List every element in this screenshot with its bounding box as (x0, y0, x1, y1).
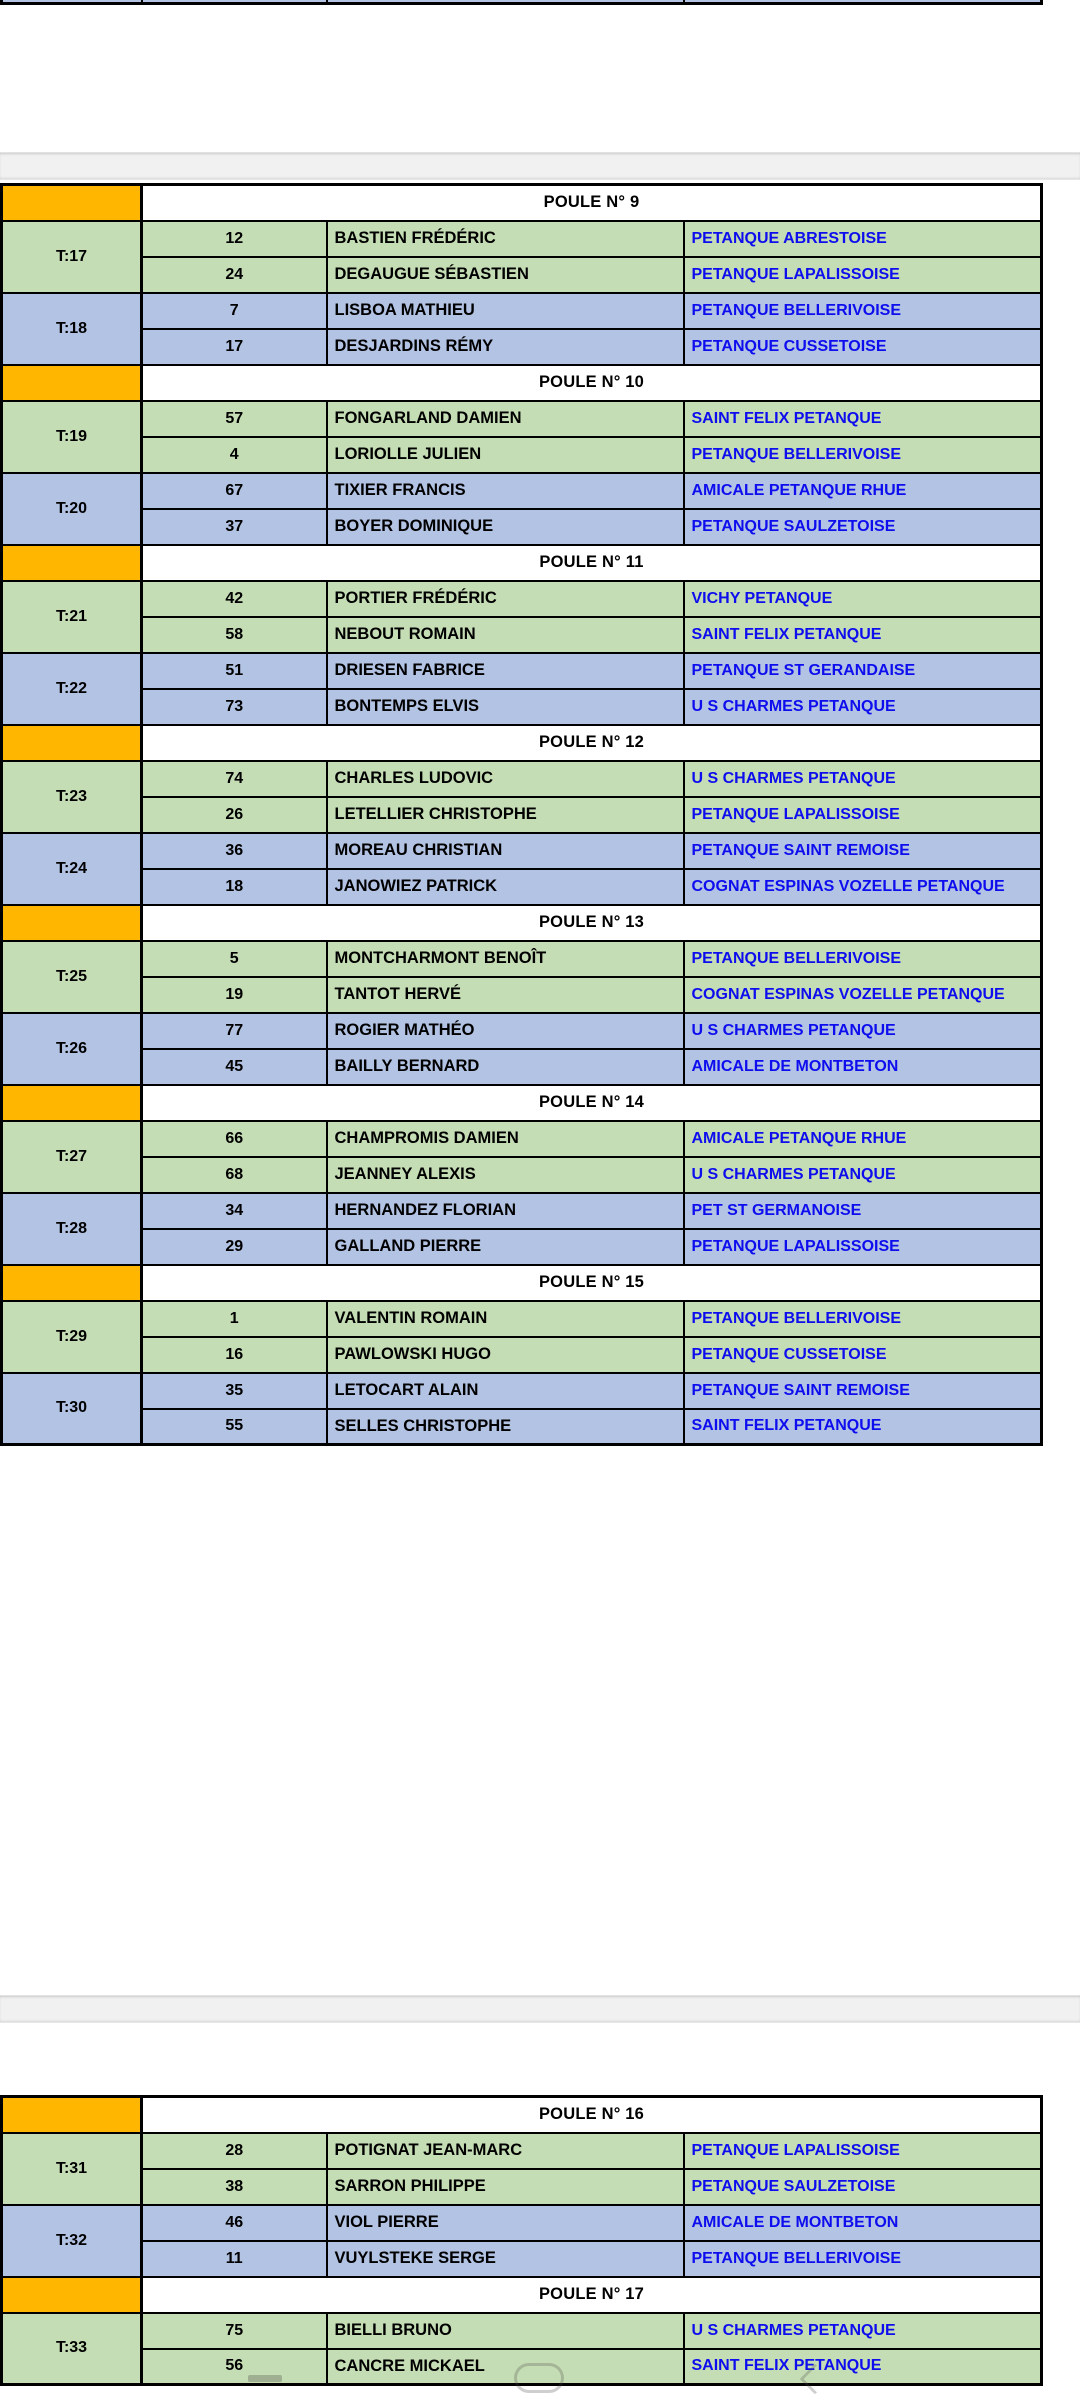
number-cell: 4 (142, 437, 327, 473)
poule-color-tab (2, 545, 142, 581)
terrain-cell: T:30 (2, 1373, 142, 1445)
table-row (2, 2133, 1042, 2169)
club-cell: COGNAT ESPINAS VOZELLE PETANQUE (684, 869, 1042, 905)
player-cell: GALLAND PIERRE (327, 1229, 684, 1265)
club-cell: U S CHARMES PETANQUE (684, 1013, 1042, 1049)
club-cell: PETANQUE LAPALISSOISE (684, 797, 1042, 833)
player-cell: VIOL PIERRE (327, 2205, 684, 2241)
player-cell (327, 0, 684, 4)
terrain-cell: T:28 (2, 1193, 142, 1265)
number-cell: 1 (142, 1301, 327, 1337)
table-row (2, 437, 1042, 473)
table-row (2, 2241, 1042, 2277)
player-cell: MONTCHARMONT BENOÎT (327, 941, 684, 977)
poule-header-row (2, 2097, 1042, 2133)
terrain-cell: T:17 (2, 221, 142, 293)
table-row (2, 761, 1042, 797)
club-cell: SAINT FELIX PETANQUE (684, 401, 1042, 437)
club-cell: AMICALE DE MONTBETON (684, 1049, 1042, 1085)
terrain-cell: T:26 (2, 1013, 142, 1085)
terrain-cell: T:21 (2, 581, 142, 653)
table-row (2, 1301, 1042, 1337)
player-cell: CHAMPROMIS DAMIEN (327, 1121, 684, 1157)
poule-header-row (2, 2277, 1042, 2313)
player-cell: SARRON PHILIPPE (327, 2169, 684, 2205)
number-cell: 51 (142, 653, 327, 689)
table-row (2, 293, 1042, 329)
player-cell: FONGARLAND DAMIEN (327, 401, 684, 437)
table-row (2, 833, 1042, 869)
terrain-cell: T:27 (2, 1121, 142, 1193)
player-cell: POTIGNAT JEAN-MARC (327, 2133, 684, 2169)
club-cell: PETANQUE ABRESTOISE (684, 221, 1042, 257)
player-cell: PORTIER FRÉDÉRIC (327, 581, 684, 617)
terrain-cell: T:25 (2, 941, 142, 1013)
player-cell: SELLES CHRISTOPHE (327, 1409, 684, 1445)
table-row (2, 1409, 1042, 1445)
number-cell: 42 (142, 581, 327, 617)
table-row (2, 473, 1042, 509)
terrain-cell: T:31 (2, 2133, 142, 2205)
table-row (2, 1013, 1042, 1049)
terrain-cell: T:32 (2, 2205, 142, 2277)
poule-title: POULE N° 11 (142, 545, 1042, 581)
number-cell: 26 (142, 797, 327, 833)
club-cell: SAINT FELIX PETANQUE (684, 1409, 1042, 1445)
pdf-page-current (0, 180, 1080, 1995)
number-cell (142, 0, 327, 4)
table-row (2, 797, 1042, 833)
poule-header-row (2, 725, 1042, 761)
number-cell: 68 (142, 1157, 327, 1193)
player-cell: DRIESEN FABRICE (327, 653, 684, 689)
club-cell: PETANQUE SAULZETOISE (684, 509, 1042, 545)
terrain-cell: T:33 (2, 2313, 142, 2385)
player-cell: PAWLOWSKI HUGO (327, 1337, 684, 1373)
player-cell: BIELLI BRUNO (327, 2313, 684, 2349)
poule-title: POULE N° 12 (142, 725, 1042, 761)
page-separator-top (0, 152, 1080, 180)
player-cell: DEGAUGUE SÉBASTIEN (327, 257, 684, 293)
club-cell: PETANQUE LAPALISSOISE (684, 2133, 1042, 2169)
table-row (2, 2205, 1042, 2241)
pdf-page-next (0, 2023, 1080, 2400)
table-row (2, 1337, 1042, 1373)
club-cell (684, 0, 1042, 4)
club-cell: PETANQUE SAULZETOISE (684, 2169, 1042, 2205)
number-cell: 75 (142, 2313, 327, 2349)
player-cell: ROGIER MATHÉO (327, 1013, 684, 1049)
pdf-page-previous (0, 0, 1080, 152)
table-row (2, 509, 1042, 545)
terrain-cell: T:29 (2, 1301, 142, 1373)
number-cell: 57 (142, 401, 327, 437)
table-row (2, 2349, 1042, 2385)
player-cell: LORIOLLE JULIEN (327, 437, 684, 473)
number-cell: 46 (142, 2205, 327, 2241)
terrain-cell: T:22 (2, 653, 142, 725)
number-cell: 16 (142, 1337, 327, 1373)
number-cell: 38 (142, 2169, 327, 2205)
page-separator-bottom (0, 1995, 1080, 2023)
player-cell: TANTOT HERVÉ (327, 977, 684, 1013)
player-cell: JEANNEY ALEXIS (327, 1157, 684, 1193)
poule-title: POULE N° 10 (142, 365, 1042, 401)
number-cell: 35 (142, 1373, 327, 1409)
table-row (2, 869, 1042, 905)
table-row (2, 689, 1042, 725)
table-row (2, 0, 1042, 4)
player-cell: LISBOA MATHIEU (327, 293, 684, 329)
terrain-cell: T:23 (2, 761, 142, 833)
player-cell: BONTEMPS ELVIS (327, 689, 684, 725)
club-cell: AMICALE DE MONTBETON (684, 2205, 1042, 2241)
poule-color-tab (2, 2097, 142, 2133)
club-cell: PETANQUE SAINT REMOISE (684, 1373, 1042, 1409)
number-cell: 55 (142, 1409, 327, 1445)
player-cell: BOYER DOMINIQUE (327, 509, 684, 545)
player-cell: HERNANDEZ FLORIAN (327, 1193, 684, 1229)
table-row (2, 617, 1042, 653)
poule-header-row (2, 545, 1042, 581)
poule-header-row (2, 365, 1042, 401)
poule-title: POULE N° 15 (142, 1265, 1042, 1301)
club-cell: U S CHARMES PETANQUE (684, 2313, 1042, 2349)
table-row (2, 2169, 1042, 2205)
club-cell: PETANQUE SAINT REMOISE (684, 833, 1042, 869)
number-cell: 34 (142, 1193, 327, 1229)
club-cell: PET ST GERMANOISE (684, 1193, 1042, 1229)
club-cell: PETANQUE CUSSETOISE (684, 329, 1042, 365)
number-cell: 28 (142, 2133, 327, 2169)
club-cell: U S CHARMES PETANQUE (684, 689, 1042, 725)
poule-table-page-current (0, 183, 1043, 1446)
table-row (2, 1049, 1042, 1085)
club-cell: U S CHARMES PETANQUE (684, 1157, 1042, 1193)
player-cell: LETELLIER CHRISTOPHE (327, 797, 684, 833)
table-row (2, 257, 1042, 293)
player-cell: MOREAU CHRISTIAN (327, 833, 684, 869)
number-cell: 56 (142, 2349, 327, 2385)
poule-title: POULE N° 16 (142, 2097, 1042, 2133)
number-cell: 24 (142, 257, 327, 293)
table-row (2, 401, 1042, 437)
poule-title: POULE N° 17 (142, 2277, 1042, 2313)
number-cell: 73 (142, 689, 327, 725)
table-row (2, 581, 1042, 617)
player-cell: BAILLY BERNARD (327, 1049, 684, 1085)
player-cell: DESJARDINS RÉMY (327, 329, 684, 365)
table-row (2, 1193, 1042, 1229)
club-cell: PETANQUE LAPALISSOISE (684, 1229, 1042, 1265)
club-cell: SAINT FELIX PETANQUE (684, 2349, 1042, 2385)
table-row (2, 2313, 1042, 2349)
terrain-cell: T:18 (2, 293, 142, 365)
table-row (2, 1229, 1042, 1265)
table-row (2, 977, 1042, 1013)
table-row (2, 1373, 1042, 1409)
poule-color-tab (2, 905, 142, 941)
player-cell: BASTIEN FRÉDÉRIC (327, 221, 684, 257)
number-cell: 74 (142, 761, 327, 797)
number-cell: 17 (142, 329, 327, 365)
number-cell: 58 (142, 617, 327, 653)
poule-header-row (2, 185, 1042, 221)
number-cell: 11 (142, 2241, 327, 2277)
number-cell: 66 (142, 1121, 327, 1157)
number-cell: 37 (142, 509, 327, 545)
player-cell: JANOWIEZ PATRICK (327, 869, 684, 905)
table-row (2, 329, 1042, 365)
club-cell: PETANQUE BELLERIVOISE (684, 2241, 1042, 2277)
poule-color-tab (2, 365, 142, 401)
club-cell: PETANQUE LAPALISSOISE (684, 257, 1042, 293)
poule-header-row (2, 1085, 1042, 1121)
player-cell: CANCRE MICKAEL (327, 2349, 684, 2385)
number-cell: 29 (142, 1229, 327, 1265)
player-cell: LETOCART ALAIN (327, 1373, 684, 1409)
player-cell: CHARLES LUDOVIC (327, 761, 684, 797)
poule-color-tab (2, 1265, 142, 1301)
club-cell: PETANQUE ST GERANDAISE (684, 653, 1042, 689)
number-cell: 12 (142, 221, 327, 257)
poule-title: POULE N° 14 (142, 1085, 1042, 1121)
terrain-cell: T:20 (2, 473, 142, 545)
club-cell: PETANQUE BELLERIVOISE (684, 293, 1042, 329)
number-cell: 67 (142, 473, 327, 509)
number-cell: 19 (142, 977, 327, 1013)
clipped-table-previous-page (0, 0, 1043, 5)
terrain-cell (2, 0, 142, 4)
table-row (2, 221, 1042, 257)
table-row (2, 941, 1042, 977)
club-cell: VICHY PETANQUE (684, 581, 1042, 617)
club-cell: AMICALE PETANQUE RHUE (684, 1121, 1042, 1157)
player-cell: VALENTIN ROMAIN (327, 1301, 684, 1337)
player-cell: TIXIER FRANCIS (327, 473, 684, 509)
terrain-cell: T:24 (2, 833, 142, 905)
poule-color-tab (2, 725, 142, 761)
poule-color-tab (2, 185, 142, 221)
number-cell: 5 (142, 941, 327, 977)
player-cell: VUYLSTEKE SERGE (327, 2241, 684, 2277)
club-cell: PETANQUE BELLERIVOISE (684, 1301, 1042, 1337)
club-cell: PETANQUE BELLERIVOISE (684, 437, 1042, 473)
poule-color-tab (2, 2277, 142, 2313)
player-cell: NEBOUT ROMAIN (327, 617, 684, 653)
club-cell: U S CHARMES PETANQUE (684, 761, 1042, 797)
poule-header-row (2, 1265, 1042, 1301)
club-cell: COGNAT ESPINAS VOZELLE PETANQUE (684, 977, 1042, 1013)
poule-header-row (2, 905, 1042, 941)
number-cell: 45 (142, 1049, 327, 1085)
poule-table-page-next (0, 2095, 1043, 2386)
number-cell: 77 (142, 1013, 327, 1049)
number-cell: 18 (142, 869, 327, 905)
table-row (2, 1121, 1042, 1157)
poule-title: POULE N° 13 (142, 905, 1042, 941)
poule-color-tab (2, 1085, 142, 1121)
number-cell: 7 (142, 293, 327, 329)
club-cell: PETANQUE CUSSETOISE (684, 1337, 1042, 1373)
table-row (2, 1157, 1042, 1193)
club-cell: SAINT FELIX PETANQUE (684, 617, 1042, 653)
club-cell: PETANQUE BELLERIVOISE (684, 941, 1042, 977)
number-cell: 36 (142, 833, 327, 869)
club-cell: AMICALE PETANQUE RHUE (684, 473, 1042, 509)
table-row (2, 653, 1042, 689)
terrain-cell: T:19 (2, 401, 142, 473)
poule-title: POULE N° 9 (142, 185, 1042, 221)
